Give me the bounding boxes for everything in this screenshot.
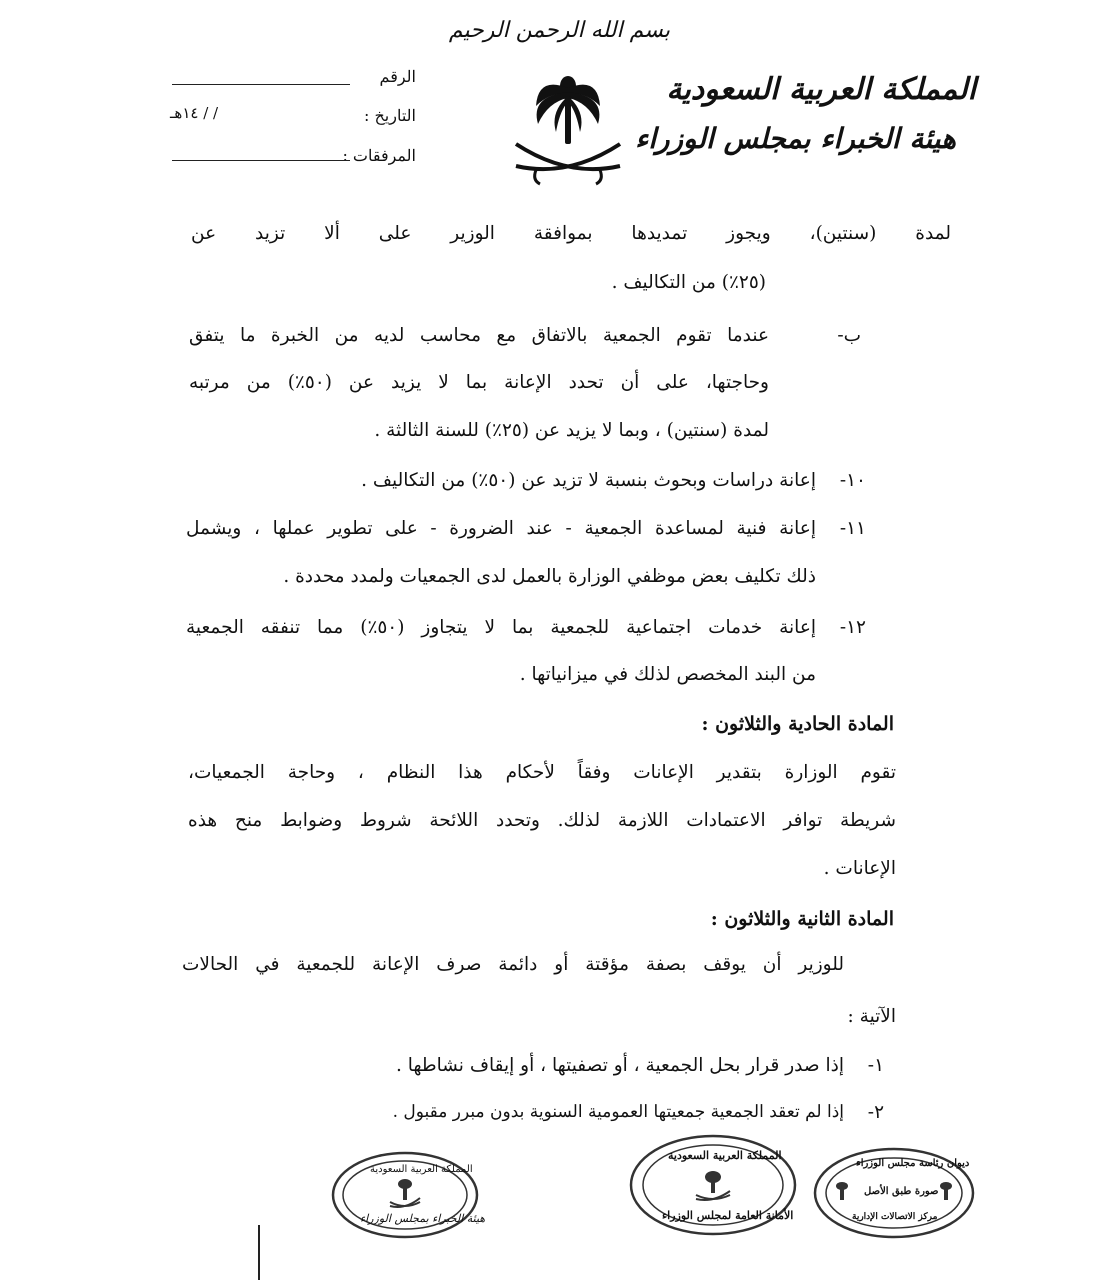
stamp-right-line-3: مركز الاتصالات الإدارية [852,1212,938,1222]
authority-title: هيئة الخبراء بمجلس الوزراء [635,122,956,155]
stamp-middle-line-1: المملكة العربية السعودية [668,1149,782,1162]
stamp-experts-commission [330,1150,486,1244]
article-31-heading: المادة الحادية والثلاثون : [701,713,894,735]
attachments-line [172,160,350,161]
item-2-marker: ٢- [867,1102,884,1123]
reference-label: الرقم [379,67,416,86]
stamp-left-line-1: المملكة العربية السعودية [370,1164,473,1175]
body-line-13: شريطة توافر الاعتمادات اللازمة لذلك. وتحدد اللائحة شروط وضوابط منح هذه [188,810,896,831]
body-line-10: من البند المخصص لذلك في ميزانياتها . [519,664,816,685]
item-b-marker: ب- [837,325,861,346]
body-line-5: لمدة (سنتين) ، وبما لا يزيد عن (٢٥٪) للسنة الثالثة . [374,420,769,441]
stamp-general-secretariat [628,1133,798,1242]
stamp-communications-center [812,1146,977,1245]
stamp-right-line-1: ديوان رئاسة مجلس الوزراء [856,1158,970,1169]
body-line-2: (٢٥٪) من التكاليف . [611,272,766,293]
date-label: التاريخ : [363,106,416,125]
body-line-12: تقوم الوزارة بتقدير الإعانات وفقاً لأحكام هذا النظام ، وحاجة الجمعيات، [188,762,896,783]
stamp-middle-line-2: الأمانة العامة لمجلس الوزراء [662,1209,794,1222]
body-line-7: إعانة فنية لمساعدة الجمعية - عند الضرورة - على تطوير عملها ، ويشمل [186,518,816,539]
item-1-marker: ١- [867,1055,884,1076]
item-10-marker: ١٠- [839,470,866,491]
article-32-heading: المادة الثانية والثلاثون : [710,908,894,930]
body-line-14: الإعانات . [823,858,896,879]
margin-mark [258,1225,260,1280]
body-line-18: إذا صدر قرار بحل الجمعية ، أو تصفيتها ، أو إيقاف نشاطها . [396,1055,844,1076]
body-line-1: لمدة (سنتين)، ويجوز تمديدها بموافقة الوزير على ألا تزيد عن [191,223,951,244]
basmala: بسم الله الرحمن الرحيم [448,18,670,43]
kingdom-title: المملكة العربية السعودية [666,72,976,107]
item-12-marker: ١٢- [839,617,866,638]
body-line-3: عندما تقوم الجمعية بالاتفاق مع محاسب لديه من الخبرة ما يتفق [189,325,769,346]
body-line-6: إعانة دراسات وبحوث بنسبة لا تزيد عن (٥٠٪) من التكاليف . [361,470,816,491]
item-11-marker: ١١- [839,518,866,539]
body-line-9: إعانة خدمات اجتماعية للجمعية بما لا يتجاوز (٥٠٪) مما تنفقه الجمعية [186,617,816,638]
attachments-label: المرفقات : [342,146,416,165]
body-line-19: إذا لم تعقد الجمعية جمعيتها العمومية السنوية بدون مبرر مقبول . [392,1102,844,1122]
body-line-16: للوزير أن يوقف بصفة مؤقتة أو دائمة صرف الإعانة للجمعية في الحالات [182,954,844,975]
stamp-left-line-2: هيئة الخبراء بمجلس الوزراء [360,1212,486,1225]
body-line-4: وحاجتها، على أن تحدد الإعانة بما لا يزيد عن (٥٠٪) من مرتبه [189,372,769,393]
reference-line [172,84,350,85]
stamp-right-line-2: صورة طبق الأصل [864,1186,939,1197]
palm-swords-emblem [508,66,628,196]
body-line-17: الآتية : [847,1006,896,1027]
body-line-8: ذلك تكليف بعض موظفي الوزارة بالعمل لدى الجمعيات ولمدد محددة . [283,566,816,587]
date-value: / / ١٤هـ [170,104,219,122]
